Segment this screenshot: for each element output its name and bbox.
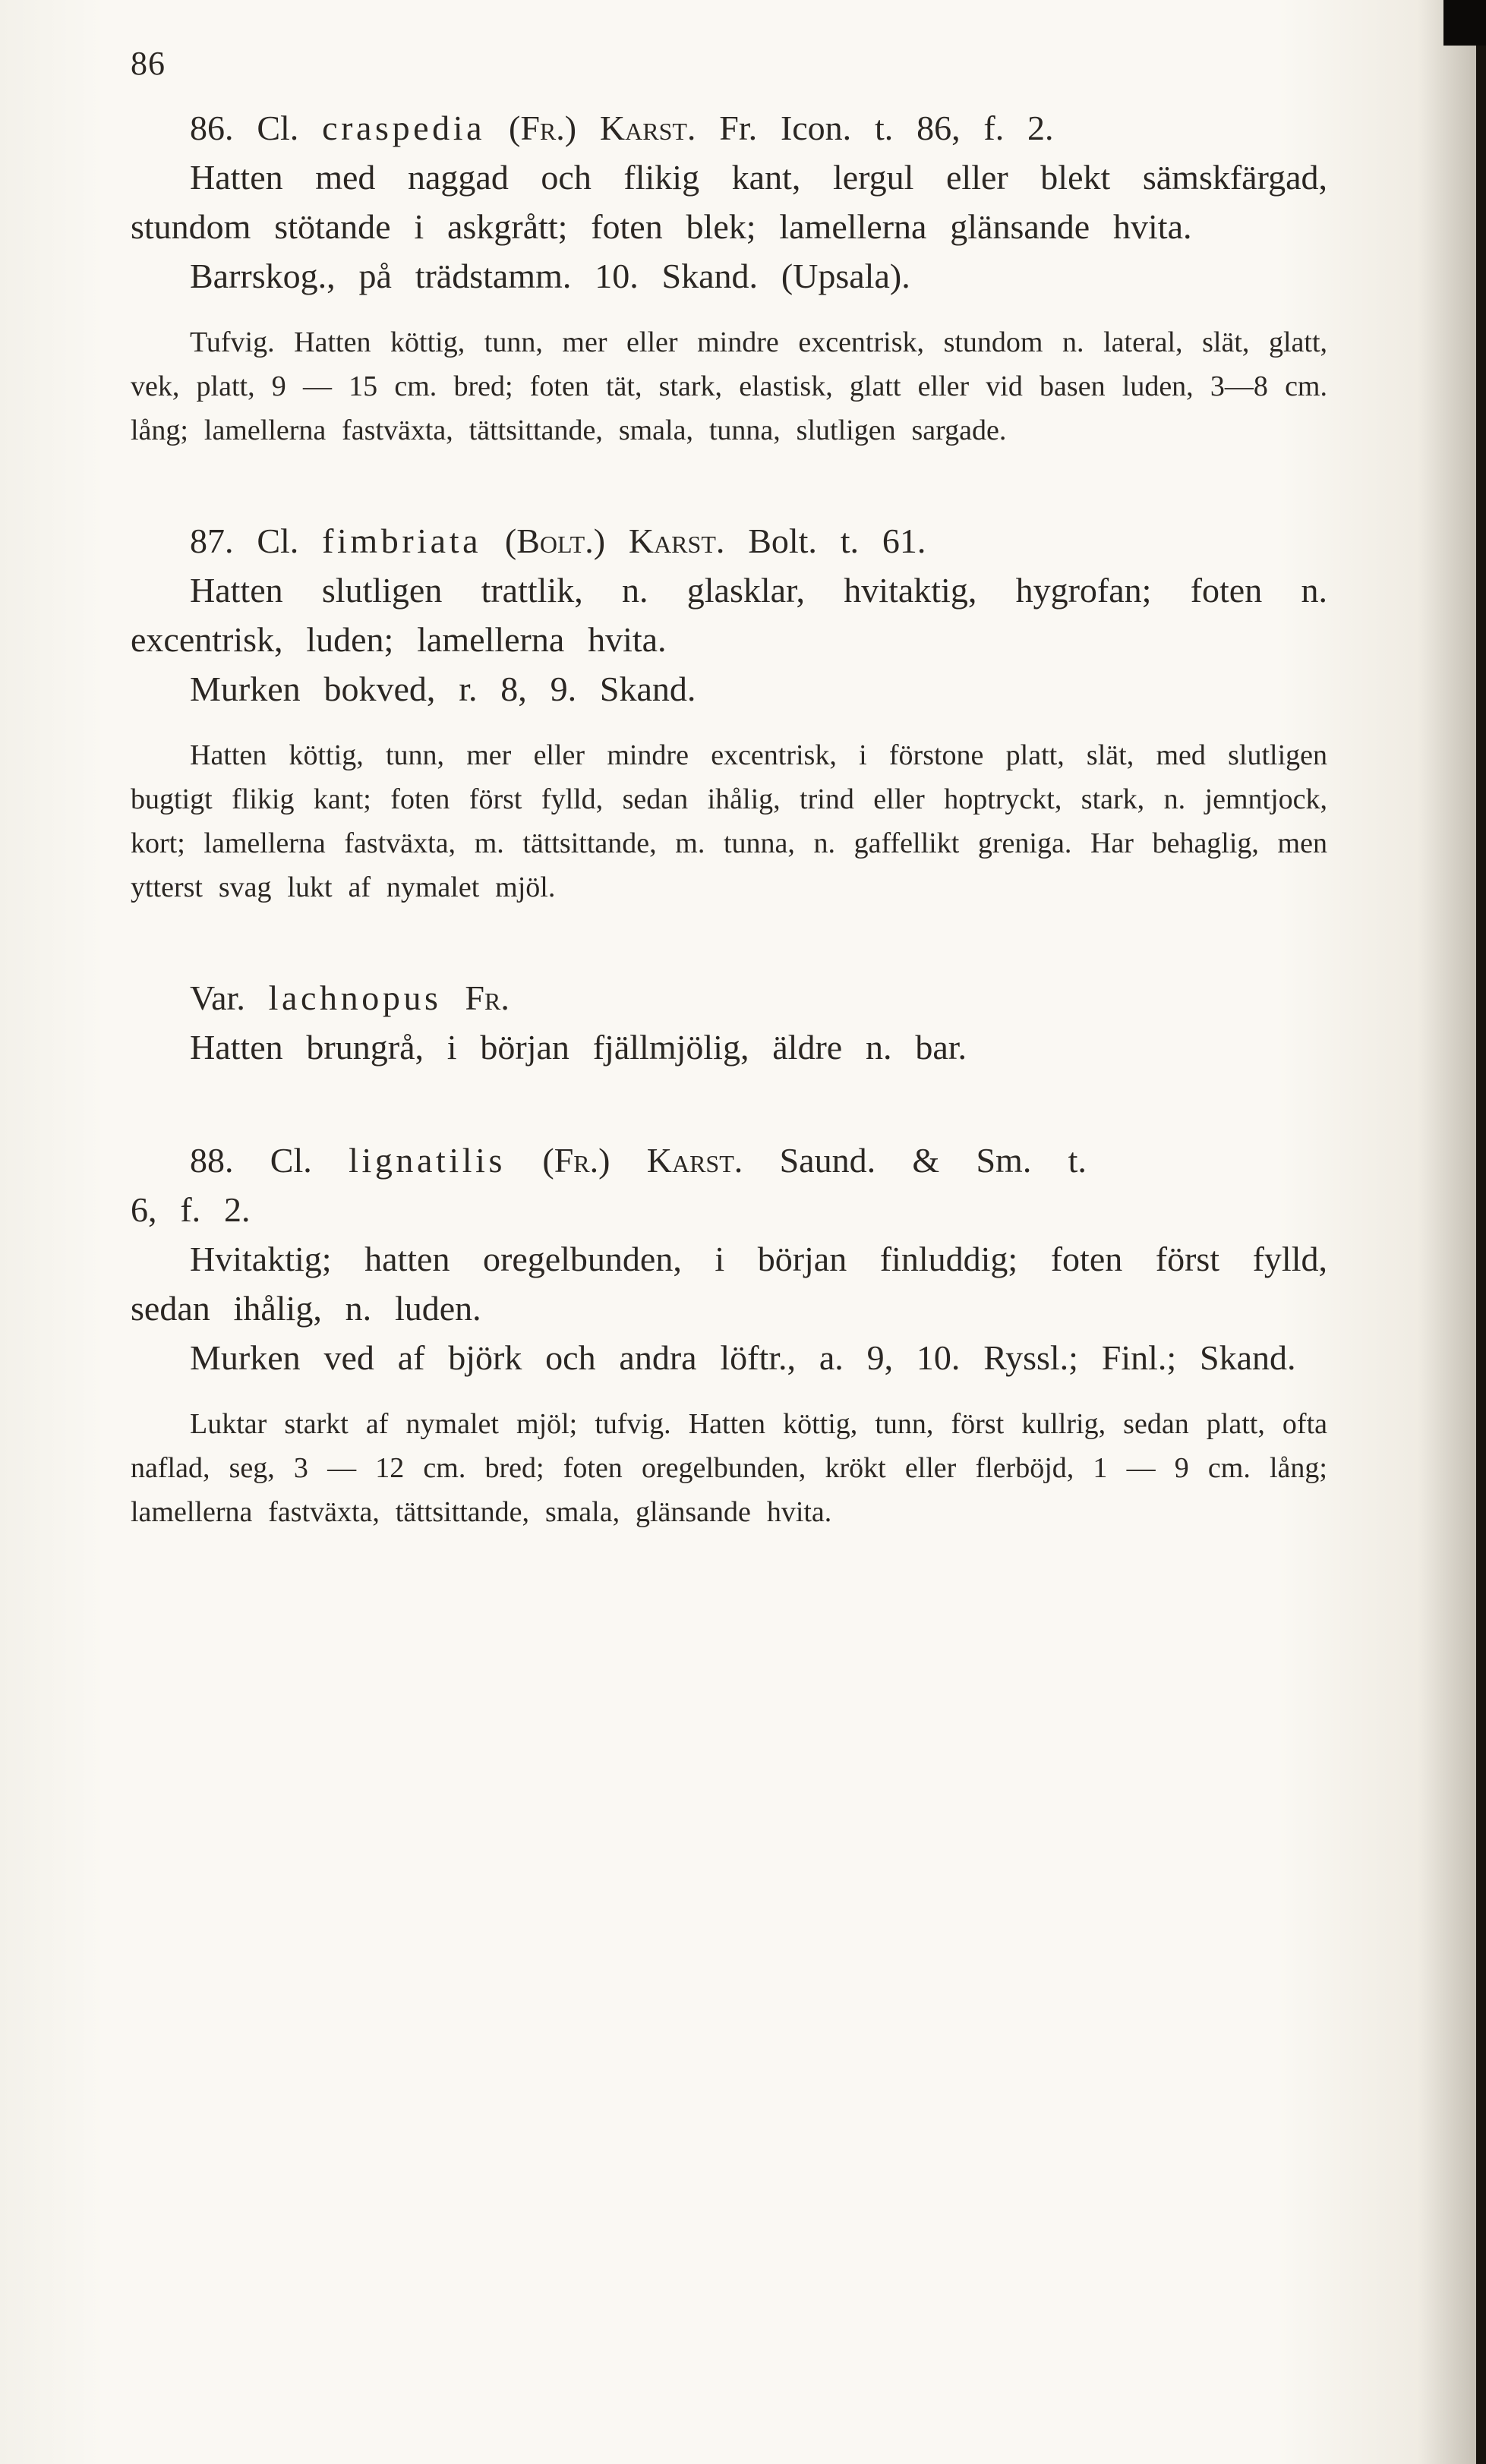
entry-87-note (131, 733, 1327, 909)
text-run: Murken bokved, r. 8, 9. Skand. (190, 670, 696, 708)
author-abbrev: Fr. (465, 978, 510, 1017)
entry-88-description (131, 1234, 1327, 1333)
text-run: Luktar starkt af nymalet mjöl; tufvig. Hatten köttig, tunn, först kullrig, sedan platt, ofta naflad, seg, 3 — 12 cm. bred; foten oregelbunden, krökt eller flerböjd, 1 — 9 cm. lång; lamellerna fastväxta, tättsittande, smala, glänsande hvita. (131, 1408, 1327, 1528)
text-run: Var. (190, 978, 269, 1017)
text-run: ( (485, 109, 521, 147)
text-run (442, 978, 465, 1017)
text-run: Hatten slutligen trattlik, n. glasklar, hvitaktig, hygrofan; foten n. excentrisk, luden; lamellerna hvita. (131, 571, 1327, 659)
page-number: 86 (131, 45, 166, 82)
text-block (131, 103, 1327, 1534)
entry-86-heading (131, 103, 1327, 153)
text-run: Hatten köttig, tunn, mer eller mindre excentrisk, i förstone platt, slät, med slutligen bugtigt flikig kant; foten först fylld, sedan ihålig, trind eller hoptryckt, stark, n. jemntjock, kort; lamellerna fastväxta, m. tättsittande, m. tunna, n. gaffellikt greniga. Har behaglig, men ytterst svag lukt af nymalet mjöl. (131, 739, 1327, 903)
text-run: ( (481, 521, 517, 560)
scan-edge-shadow (1418, 0, 1477, 2464)
spread-line (190, 1141, 1087, 1180)
author-abbrev: Karst. (646, 1141, 743, 1180)
author-abbrev: Karst. (599, 109, 696, 147)
text-run: Tufvig. Hatten köttig, tunn, mer eller mindre excentrisk, stundom n. lateral, slät, glatt, vek, platt, 9 — 15 cm. bred; foten tät, stark, elastisk, glatt eller vid basen luden, 3—8 cm. lång; lamellerna fastväxta, tättsittande, smala, tunna, slutligen sargade. (131, 326, 1327, 446)
text-run: Hatten brungrå, i början fjällmjölig, äldre n. bar. (190, 1028, 967, 1067)
species-name: lignatilis (349, 1141, 506, 1180)
author-abbrev: Fr. (520, 109, 565, 147)
text-run: Barrskog., på trädstamm. 10. Skand. (Upsala). (190, 257, 910, 295)
scan-right-edge (1476, 0, 1486, 2464)
variant-lachnopus-heading (131, 973, 1327, 1022)
text-run: ) (593, 521, 629, 560)
text-run: Murken ved af björk och andra löftr., a. 9, 10. Ryssl.; Finl.; Skand. (190, 1338, 1296, 1377)
entry-87-habitat (131, 664, 1327, 714)
entry-86-habitat (131, 251, 1327, 301)
entry-87-description (131, 566, 1327, 664)
text-run: Saund. & Sm. t. (743, 1141, 1087, 1180)
page-content (131, 44, 1327, 1534)
text-run: Hvitaktig; hatten oregelbunden, i början finluddig; foten först fylld, sedan ihålig, n. luden. (131, 1240, 1327, 1328)
entry-86-note (131, 320, 1327, 452)
author-abbrev: Fr. (554, 1141, 599, 1180)
text-run: 87. Cl. (190, 521, 323, 560)
entry-88-habitat (131, 1333, 1327, 1382)
author-abbrev: Karst. (628, 521, 725, 560)
text-run: ) (564, 109, 600, 147)
text-run: Fr. Icon. t. 86, f. 2. (696, 109, 1054, 147)
variant-lachnopus-description (131, 1022, 1327, 1072)
text-run: Bolt. t. 61. (724, 521, 926, 560)
entry-88-note (131, 1402, 1327, 1534)
text-run: 88. Cl. (190, 1141, 349, 1180)
entry-86-description (131, 153, 1327, 251)
scan-corner-mark (1443, 0, 1486, 46)
text-run: Hatten med naggad och flikig kant, lergul eller blekt sämskfärgad, stundom stötande i askgrått; foten blek; lamellerna glänsande hvita. (131, 158, 1327, 246)
text-run: 6, f. 2. (131, 1190, 251, 1229)
entry-87-heading (131, 516, 1327, 566)
text-run: ) (598, 1141, 647, 1180)
entry-88-heading (131, 1136, 1327, 1234)
species-name: craspedia (322, 109, 486, 147)
text-run: ( (506, 1141, 554, 1180)
species-name: fimbriata (322, 521, 482, 560)
author-abbrev: Bolt. (516, 521, 594, 560)
text-run: 86. Cl. (190, 109, 323, 147)
species-name: lachnopus (268, 978, 442, 1017)
